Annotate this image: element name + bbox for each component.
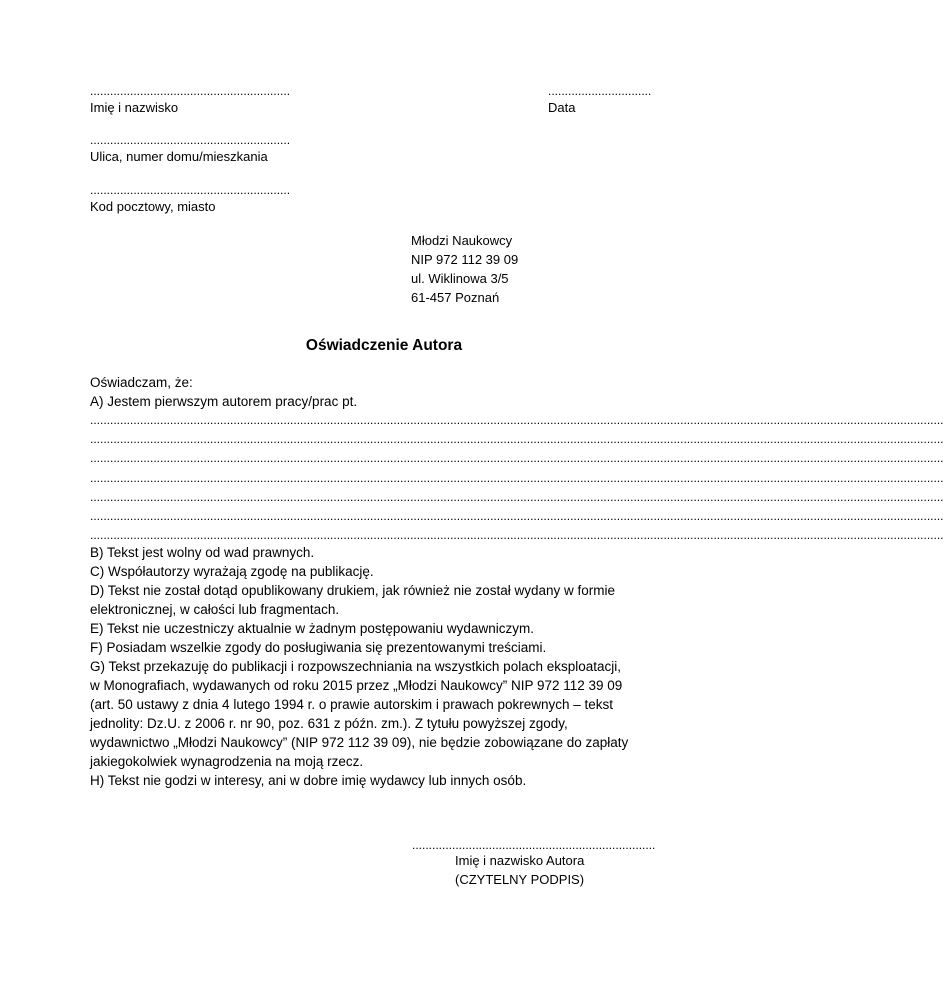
statement-g-line-4: jednolity: Dz.U. z 2006 r. nr 90, poz. 631 z późn. zm.). Z tytułu powyższej zgody, [90, 716, 568, 731]
recipient-line-2: NIP 972 112 39 09 [411, 252, 519, 267]
statement-d-line-2: elektronicznej, w całości lub fragmentach. [90, 602, 340, 617]
statement-g-line-1: G) Tekst przekazuję do publikacji i rozpowszechniania na wszystkich polach eksploatacji, [90, 659, 622, 674]
street-label: Ulica, numer domu/mieszkania [90, 149, 268, 164]
statement-intro: Oświadczam, że: [90, 375, 193, 390]
recipient-address [411, 231, 518, 307]
statement-h: H) Tekst nie godzi w interesy, ani w dobre imię wydawcy lub innych osób. [90, 773, 527, 788]
statement-d-line-1: D) Tekst nie został dotąd opublikowany drukiem, jak również nie został wydany w formie [90, 583, 615, 598]
street-dotted-line: ............................................................ [90, 133, 291, 147]
date-dotted-line: ............................... [548, 84, 652, 98]
postal-label: Kod pocztowy, miasto [90, 199, 216, 214]
title-fill-line: ................................................................................................................................................................................................................................................................ [90, 471, 944, 485]
postal-dotted-line: ............................................................ [90, 183, 291, 197]
signature-dotted-line: ......................................................................... [412, 838, 656, 852]
statement-a: A) Jestem pierwszym autorem pracy/prac pt. [90, 394, 358, 409]
statement-g-line-2: w Monografiach, wydawanych od roku 2015 przez „Młodzi Naukowcy” NIP 972 112 39 09 [90, 678, 623, 693]
statement-e: E) Tekst nie uczestniczy aktualnie w żadnym postępowaniu wydawniczym. [90, 621, 534, 636]
title-fill-line: ................................................................................................................................................................................................................................................................ [90, 528, 944, 542]
date-label: Data [548, 100, 576, 115]
title-fill-line: ................................................................................................................................................................................................................................................................ [90, 413, 944, 427]
statement-b: B) Tekst jest wolny od wad prawnych. [90, 545, 315, 560]
signature-note: (CZYTELNY PODPIS) [455, 872, 585, 887]
title-fill-line: ................................................................................................................................................................................................................................................................ [90, 432, 944, 446]
signature-label: Imię i nazwisko Autora [455, 853, 585, 868]
statement-g-line-6: jakiegokolwiek wynagrodzenia na moją rzecz. [90, 754, 364, 769]
name-dotted-line: ............................................................ [90, 84, 291, 98]
title-fill-line: ................................................................................................................................................................................................................................................................ [90, 509, 944, 523]
document-title: Oświadczenie Autora [305, 337, 463, 354]
recipient-line-3: ul. Wiklinowa 3/5 [411, 271, 509, 286]
title-fill-line: ................................................................................................................................................................................................................................................................ [90, 490, 944, 504]
title-fill-line: ................................................................................................................................................................................................................................................................ [90, 451, 944, 465]
statement-g-line-3: (art. 50 ustawy z dnia 4 lutego 1994 r. o prawie autorskim i prawach pokrewnych – tekst [90, 697, 614, 712]
name-label: Imię i nazwisko [90, 100, 179, 115]
statement-c: C) Współautorzy wyrażają zgodę na publikację. [90, 564, 374, 579]
recipient-line-4: 61-457 Poznań [411, 290, 500, 305]
statement-g-line-5: wydawnictwo „Młodzi Naukowcy” (NIP 972 112 39 09), nie będzie zobowiązane do zapłaty [90, 735, 629, 750]
recipient-line-1: Młodzi Naukowcy [411, 233, 513, 248]
statement-f: F) Posiadam wszelkie zgody do posługiwania się prezentowanymi treściami. [90, 640, 547, 655]
